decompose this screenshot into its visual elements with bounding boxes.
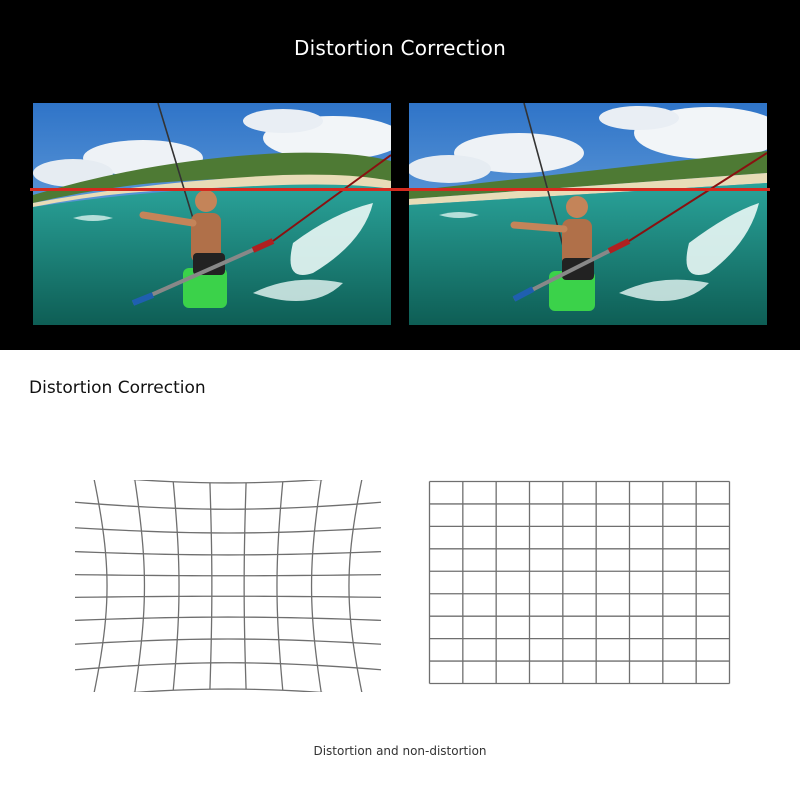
grid-line (75, 596, 381, 597)
grid-line (75, 501, 381, 510)
section-title: Distortion Correction (29, 378, 206, 398)
grid-line (75, 639, 381, 645)
grid-line (244, 483, 246, 689)
undistorted-grid (428, 480, 731, 685)
grid-line (210, 483, 212, 689)
grid-line (75, 551, 381, 555)
corrected-photo (409, 103, 767, 325)
grid-line (349, 480, 363, 692)
grid-line (75, 575, 381, 576)
grid-line (135, 480, 145, 692)
grid-line (94, 480, 108, 692)
grid-line (75, 663, 381, 672)
horizon-guide-line (30, 188, 770, 191)
grid-line (312, 480, 322, 692)
top-title: Distortion Correction (293, 36, 506, 60)
caption: Distortion and non-distortion (313, 744, 487, 758)
grid-line (75, 480, 381, 483)
grid-line (75, 617, 381, 621)
distorted-photo (33, 103, 391, 325)
grid-line (75, 527, 381, 533)
comparison-photo-panel (0, 0, 800, 350)
grid-line (75, 689, 381, 692)
distorted-grid (75, 480, 381, 692)
grid-line (277, 482, 283, 691)
grid-line (173, 482, 179, 691)
